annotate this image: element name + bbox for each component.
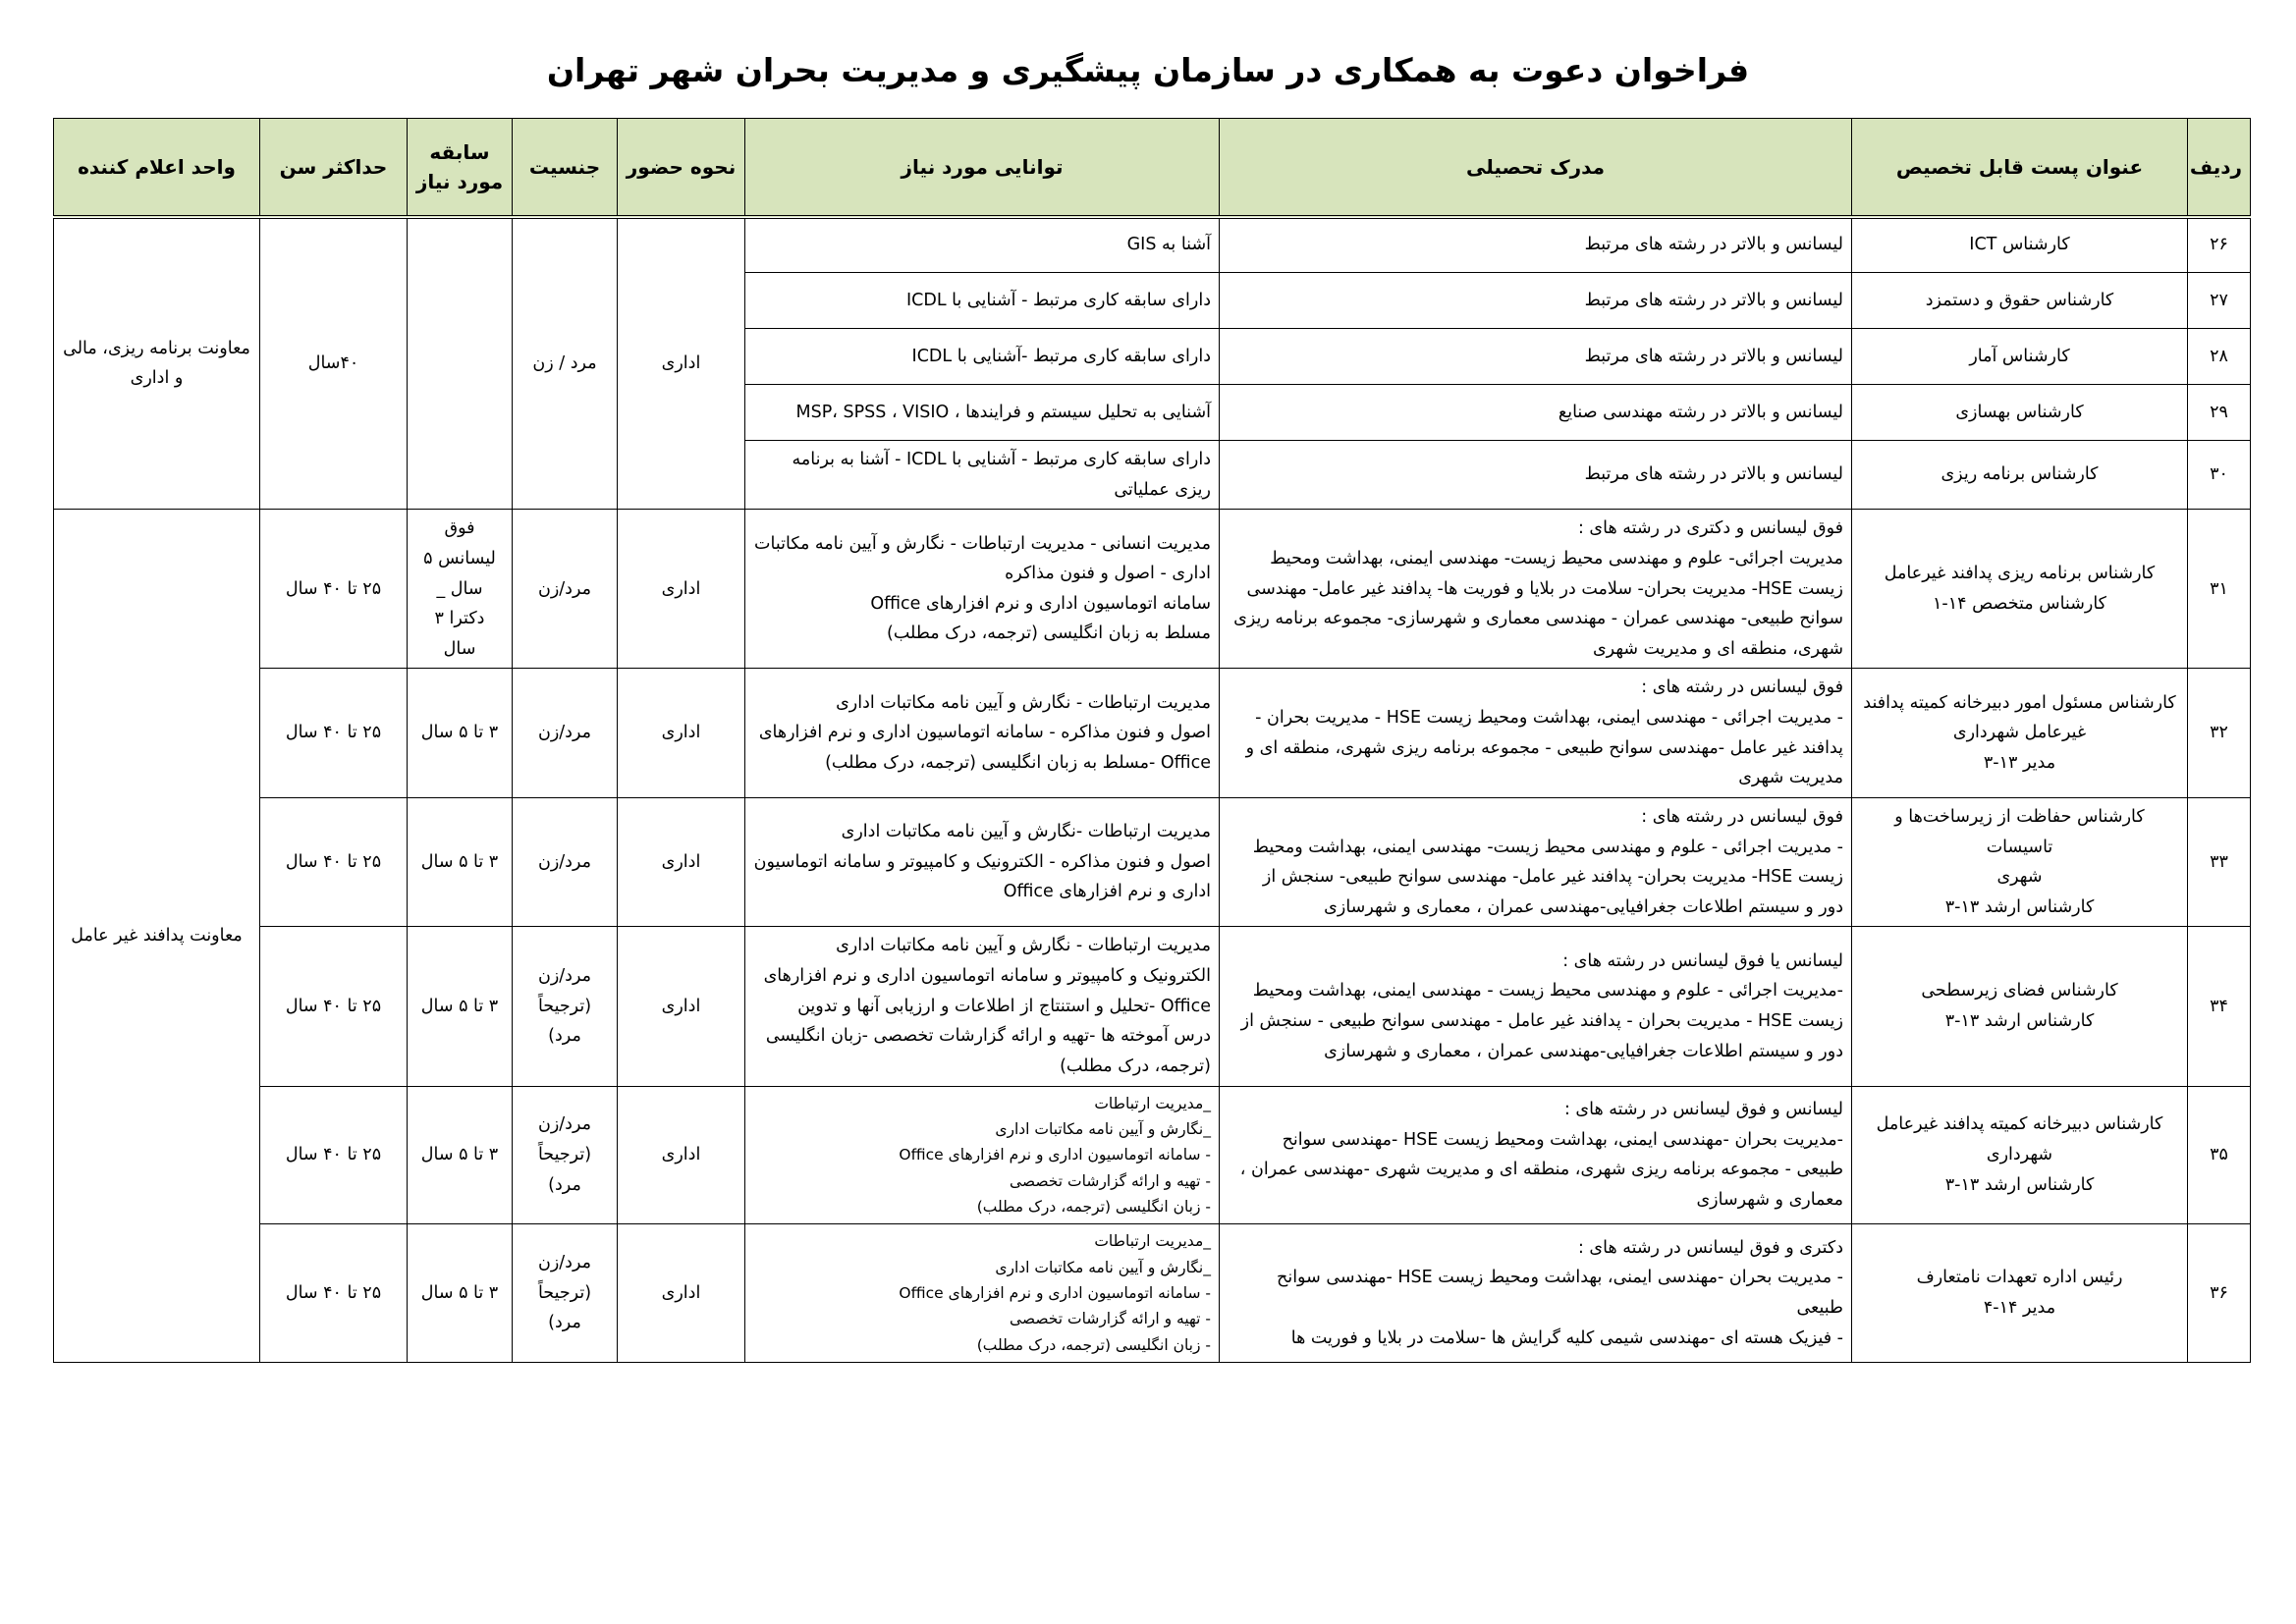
- skill-line: - سامانه اتوماسیون اداری و نرم افزارهای Office: [899, 1146, 1211, 1164]
- education-line: زیست HSE- مدیریت بحران- پدافند غیر عامل- مهندسی سوانح طبیعی- سنجش از: [1262, 867, 1843, 888]
- experience-line: سال: [443, 638, 476, 659]
- table-body: [54, 217, 2251, 1363]
- position-title-cell: [1852, 510, 2188, 669]
- unit-cell: معاونت پدافند غیر عامل: [54, 510, 260, 1363]
- experience-line: ۳ تا ۵ سال: [420, 851, 499, 872]
- education-line: - مدیریت اجرائی - مهندسی ایمنی، بهداشت ومحیط زیست HSE - مدیریت بحران -: [1255, 708, 1843, 728]
- skill-line: مدیریت ارتباطات - نگارش و آیین نامه مکاتبات اداری: [836, 692, 1211, 713]
- position-title-line: کارشناس مسئول امور دبیرخانه کمیته پدافند: [1863, 692, 2176, 713]
- education-cell: [1220, 510, 1852, 669]
- position-title-line: مدیر ۱۴-۴: [1983, 1298, 2056, 1319]
- position-title-line: مدیر ۱۳-۳: [1983, 752, 2056, 773]
- header-education: مدرک تحصیلی: [1220, 119, 1852, 217]
- gender-cell: مرد/زن (ترجیحاً مرد): [513, 927, 618, 1086]
- skills-cell: [745, 797, 1220, 927]
- skills-cell: [745, 1086, 1220, 1224]
- experience-line: ۳ تا ۵ سال: [420, 996, 499, 1016]
- row-number-cell: ۳۳: [2188, 797, 2251, 927]
- position-title-line: کارشناس برنامه ریزی پدافند غیرعامل: [1884, 564, 2156, 584]
- education-line: لیسانس یا فوق لیسانس در رشته های :: [1562, 950, 1843, 971]
- experience-line: فوق: [444, 518, 475, 539]
- experience-line: ۳ تا ۵ سال: [420, 723, 499, 743]
- skill-line: - زبان انگلیسی (ترجمه، درک مطلب): [976, 1335, 1211, 1354]
- position-title-line: کارشناس ارشد ۱۳-۳: [1944, 896, 2095, 917]
- position-title-cell: [1852, 669, 2188, 798]
- position-title-line: کارشناس آمار: [1969, 346, 2070, 366]
- education-line: طبیعی: [1796, 1298, 1843, 1319]
- attendance-cell: اداری: [618, 217, 745, 510]
- max-age-cell: ۲۵ تا ۴۰ سال: [260, 669, 408, 798]
- skill-line: درس آموخته ها -تهیه و ارائه گزارشات تخصصی -زبان انگلیسی: [765, 1026, 1211, 1047]
- gender-cell: مرد/زن: [513, 510, 618, 669]
- education-line: فوق لیسانس و دکتری در رشته های :: [1577, 518, 1843, 539]
- position-title-cell: [1852, 217, 2188, 273]
- skill-line: دارای سابقه کاری مرتبط -آشنایی با ICDL: [911, 346, 1211, 366]
- skill-line: _نگارش و آیین نامه مکاتبات اداری: [995, 1258, 1211, 1276]
- position-title-line: کارشناس ارشد ۱۳-۳: [1944, 1010, 2095, 1031]
- table-row: [54, 217, 2251, 273]
- row-number-cell: ۳۴: [2188, 927, 2251, 1086]
- gender-cell: مرد/زن: [513, 669, 618, 798]
- education-line: زیست HSE - مدیریت بحران - پدافند غیر عامل - مهندسی سوانح طبیعی - سنجش از: [1240, 1010, 1843, 1031]
- row-number-cell: ۲۶: [2188, 217, 2251, 273]
- skill-line: (ترجمه، درک مطلب): [1060, 1056, 1211, 1076]
- header-unit: واحد اعلام کننده: [54, 119, 260, 217]
- header-skills: توانایی مورد نیاز: [745, 119, 1220, 217]
- header-gender: جنسیت: [513, 119, 618, 217]
- position-title-line: کارشناس فضای زیرسطحی: [1921, 981, 2118, 1001]
- position-title-cell: [1852, 329, 2188, 385]
- education-line: لیسانس و بالاتر در رشته های مرتبط: [1584, 464, 1843, 485]
- education-line: لیسانس و بالاتر در رشته های مرتبط: [1584, 290, 1843, 310]
- row-number-cell: ۲۹: [2188, 385, 2251, 441]
- skills-cell: [745, 329, 1220, 385]
- position-title-cell: [1852, 1224, 2188, 1363]
- table-row: [54, 1086, 2251, 1224]
- education-line: دور و سیستم اطلاعات جغرافیایی-مهندسی عمران ، معماری و شهرسازی: [1324, 1041, 1843, 1061]
- gender-cell: مرد/زن (ترجیحاً مرد): [513, 1086, 618, 1224]
- position-title-cell: [1852, 927, 2188, 1086]
- education-line: دور و سیستم اطلاعات جغرافیایی-مهندسی عمران ، معماری و شهرسازی: [1324, 896, 1843, 917]
- education-cell: [1220, 273, 1852, 329]
- attendance-cell: اداری: [618, 797, 745, 927]
- position-title-cell: [1852, 797, 2188, 927]
- header-row-no: ردیف: [2188, 119, 2251, 217]
- skill-line: اصول و فنون مذاکره - الکترونیک و کامپیوتر و سامانه اتوماسیون: [753, 851, 1211, 872]
- experience-cell: [408, 927, 513, 1086]
- education-line: زیست HSE- مدیریت بحران- سلامت در بلایا و فوریت ها- پدافند غیر عامل- مهندسی: [1246, 578, 1843, 599]
- position-title-cell: [1852, 441, 2188, 510]
- table-row: [54, 1224, 2251, 1363]
- max-age-cell: ۴۰سال: [260, 217, 408, 510]
- skill-line: دارای سابقه کاری مرتبط - آشنایی با ICDL - آشنا به برنامه: [792, 450, 1211, 469]
- education-line: لیسانس و بالاتر در رشته های مرتبط: [1584, 235, 1843, 255]
- skill-line: الکترونیک و کامپیوتر و سامانه اتوماسیون اداری و نرم افزارهای: [763, 966, 1211, 986]
- skills-cell: [745, 441, 1220, 510]
- education-line: مدیریت شهری: [1738, 768, 1843, 788]
- table-header-row: [54, 119, 2251, 217]
- education-line: پدافند غیر عامل -مهندسی سوانح طبیعی - مجموعه برنامه ریزی شهری، منطقه ای و: [1245, 737, 1843, 758]
- education-line: معماری و شهرسازی: [1696, 1189, 1843, 1210]
- education-cell: [1220, 1224, 1852, 1363]
- page-title: فراخوان دعوت به همکاری در سازمان پیشگیری و مدیریت بحران شهر تهران: [546, 51, 1750, 89]
- education-line: طبیعی - مجموعه برنامه ریزی شهری، منطقه ای و مدیریت شهری -مهندسی عمران ،: [1239, 1160, 1843, 1180]
- header-attendance: نحوه حضور: [618, 119, 745, 217]
- max-age-cell: ۲۵ تا ۴۰ سال: [260, 1224, 408, 1363]
- skill-line: سامانه اتوماسیون اداری و نرم افزارهای Office: [870, 593, 1211, 614]
- gender-cell: مرد/زن (ترجیحاً مرد): [513, 1224, 618, 1363]
- attendance-cell: اداری: [618, 1086, 745, 1224]
- row-number-cell: ۲۷: [2188, 273, 2251, 329]
- gender-cell: مرد / زن: [513, 217, 618, 510]
- skill-line: آشنایی به تحلیل سیستم و فرایندها ، MSP، SPSS ، VISIO: [795, 402, 1211, 422]
- skill-line: _مدیریت ارتباطات: [1094, 1232, 1211, 1251]
- attendance-cell: اداری: [618, 1224, 745, 1363]
- skill-line: Office -تحلیل و استنتاج از اطلاعات و ارزیابی آنها و تدوین: [797, 996, 1211, 1016]
- skill-line: - تهیه و ارائه گزارشات تخصصی: [1009, 1310, 1211, 1328]
- education-cell: [1220, 927, 1852, 1086]
- position-title-cell: [1852, 385, 2188, 441]
- experience-line: ۳ تا ۵ سال: [420, 1282, 499, 1303]
- skills-cell: [745, 1224, 1220, 1363]
- position-title-line: کارشناس متخصص ۱۴-۱: [1933, 593, 2106, 614]
- skill-line: مسلط به زبان انگلیسی (ترجمه، درک مطلب): [887, 623, 1211, 644]
- experience-line: لیسانس ۵: [423, 548, 496, 568]
- positions-table: [53, 118, 2251, 1363]
- skill-line: آشنا به GIS: [1126, 235, 1211, 255]
- education-cell: [1220, 669, 1852, 798]
- skills-cell: [745, 273, 1220, 329]
- header-experience: سابقه مورد نیاز: [408, 119, 513, 217]
- skill-line: مدیریت ارتباطات -نگارش و آیین نامه مکاتبات اداری: [841, 822, 1211, 842]
- max-age-cell: ۲۵ تا ۴۰ سال: [260, 1086, 408, 1224]
- attendance-cell: اداری: [618, 669, 745, 798]
- skill-line: اداری - اصول و فنون مذاکره: [1005, 564, 1211, 584]
- education-line: فوق لیسانس در رشته های :: [1641, 806, 1843, 827]
- skill-line: دارای سابقه کاری مرتبط - آشنایی با ICDL: [905, 290, 1211, 310]
- education-line: شهری، منطقه ای و مدیریت شهری: [1592, 638, 1843, 659]
- table-row: [54, 797, 2251, 927]
- education-line: -مدیریت بحران -مهندسی ایمنی، بهداشت ومحیط زیست HSE -مهندسی سوانح: [1282, 1129, 1843, 1150]
- education-line: فوق لیسانس در رشته های :: [1641, 677, 1843, 698]
- attendance-cell: اداری: [618, 927, 745, 1086]
- row-number-cell: ۳۰: [2188, 441, 2251, 510]
- position-title-line: شهرداری: [1986, 1145, 2053, 1165]
- skills-cell: [745, 669, 1220, 798]
- experience-line: دکترا ۳: [434, 609, 485, 629]
- education-line: سوانح طبیعی- مهندسی عمران - مهندسی معماری و شهرسازی- مجموعه برنامه ریزی: [1233, 609, 1843, 629]
- skills-cell: [745, 927, 1220, 1086]
- education-line: - فیزیک هسته ای -مهندسی شیمی کلیه گرایش ها -سلامت در بلایا و فوریت ها: [1290, 1327, 1843, 1348]
- education-line: لیسانس و فوق لیسانس در رشته های :: [1563, 1100, 1843, 1120]
- max-age-cell: ۲۵ تا ۴۰ سال: [260, 797, 408, 927]
- table-row: [54, 510, 2251, 669]
- max-age-cell: ۲۵ تا ۴۰ سال: [260, 927, 408, 1086]
- education-cell: [1220, 217, 1852, 273]
- row-number-cell: ۳۵: [2188, 1086, 2251, 1224]
- position-title-line: کارشناس دبیرخانه کمیته پدافند غیرعامل: [1876, 1114, 2163, 1135]
- education-cell: [1220, 1086, 1852, 1224]
- gender-cell: مرد/زن: [513, 797, 618, 927]
- education-cell: [1220, 797, 1852, 927]
- table-row: [54, 669, 2251, 798]
- experience-cell: [408, 797, 513, 927]
- position-title-line: کارشناس حقوق و دستمزد: [1925, 290, 2114, 310]
- education-cell: [1220, 385, 1852, 441]
- unit-cell: معاونت برنامه ریزی، مالی و اداری: [54, 217, 260, 510]
- position-title-line: کارشناس بهسازی: [1955, 402, 2084, 422]
- experience-cell: [408, 1086, 513, 1224]
- max-age-cell: ۲۵ تا ۴۰ سال: [260, 510, 408, 669]
- row-number-cell: ۲۸: [2188, 329, 2251, 385]
- skill-line: مدیریت ارتباطات - نگارش و آیین نامه مکاتبات اداری: [836, 936, 1211, 956]
- education-cell: [1220, 329, 1852, 385]
- skill-line: Office -مسلط به زبان انگلیسی (ترجمه، درک مطلب): [825, 752, 1211, 773]
- experience-line: ۳ تا ۵ سال: [420, 1145, 499, 1165]
- header-position: عنوان پست قابل تخصیص: [1852, 119, 2188, 217]
- education-line: لیسانس و بالاتر در رشته های مرتبط: [1584, 346, 1843, 366]
- skill-line: - زبان انگلیسی (ترجمه، درک مطلب): [976, 1197, 1211, 1216]
- position-title-cell: [1852, 1086, 2188, 1224]
- skill-line: - تهیه و ارائه گزارشات تخصصی: [1009, 1171, 1211, 1190]
- education-line: لیسانس و بالاتر در رشته مهندسی صنایع: [1558, 402, 1843, 422]
- position-title-line: کارشناس ICT: [1969, 235, 2070, 255]
- skill-line: _نگارش و آیین نامه مکاتبات اداری: [995, 1119, 1211, 1138]
- position-title-line: رئیس اداره تعهدات نامتعارف: [1916, 1268, 2123, 1288]
- education-line: -مدیریت اجرائی - علوم و مهندسی محیط زیست - مهندسی ایمنی، بهداشت ومحیط: [1252, 981, 1843, 1001]
- skill-line: مدیریت انسانی - مدیریت ارتباطات - نگارش و آیین نامه مکاتبات: [754, 533, 1211, 554]
- experience-cell: [408, 510, 513, 669]
- table-row: [54, 927, 2251, 1086]
- education-line: مدیریت اجرائی- علوم و مهندسی محیط زیست- مهندسی ایمنی، بهداشت ومحیط: [1270, 548, 1843, 568]
- attendance-cell: اداری: [618, 510, 745, 669]
- skill-line: اداری و نرم افزارهای Office: [1003, 882, 1211, 902]
- row-number-cell: ۳۶: [2188, 1224, 2251, 1363]
- position-title-cell: [1852, 273, 2188, 329]
- skill-line: ریزی عملیاتی: [1114, 479, 1211, 500]
- skills-cell: [745, 510, 1220, 669]
- education-line: دکتری و فوق لیسانس در رشته های :: [1577, 1237, 1843, 1258]
- position-title-line: کارشناس برنامه ریزی: [1941, 464, 2099, 485]
- skill-line: _مدیریت ارتباطات: [1094, 1094, 1211, 1112]
- position-title-line: شهری: [1996, 867, 2043, 888]
- experience-cell: [408, 217, 513, 510]
- education-line: - مدیریت اجرائی - علوم و مهندسی محیط زیست- مهندسی ایمنی، بهداشت ومحیط: [1252, 837, 1843, 857]
- experience-cell: [408, 669, 513, 798]
- experience-cell: [408, 1224, 513, 1363]
- position-title-line: کارشناس حفاظت از زیرساخت‌ها و تاسیسات: [1894, 806, 2145, 857]
- skill-line: - سامانه اتوماسیون اداری و نرم افزارهای Office: [899, 1283, 1211, 1302]
- skills-cell: [745, 385, 1220, 441]
- education-line: - مدیریت بحران -مهندسی ایمنی، بهداشت ومحیط زیست HSE -مهندسی سوانح: [1277, 1268, 1843, 1288]
- row-number-cell: ۳۲: [2188, 669, 2251, 798]
- row-number-cell: ۳۱: [2188, 510, 2251, 669]
- skill-line: اصول و فنون مذاکره - سامانه اتوماسیون اداری و نرم افزارهای: [758, 723, 1211, 743]
- education-cell: [1220, 441, 1852, 510]
- experience-line: سال _: [436, 578, 483, 599]
- position-title-line: کارشناس ارشد ۱۳-۳: [1944, 1174, 2095, 1195]
- skills-cell: [745, 217, 1220, 273]
- position-title-line: غیرعامل شهرداری: [1952, 723, 2087, 743]
- header-max-age: حداکثر سن: [260, 119, 408, 217]
